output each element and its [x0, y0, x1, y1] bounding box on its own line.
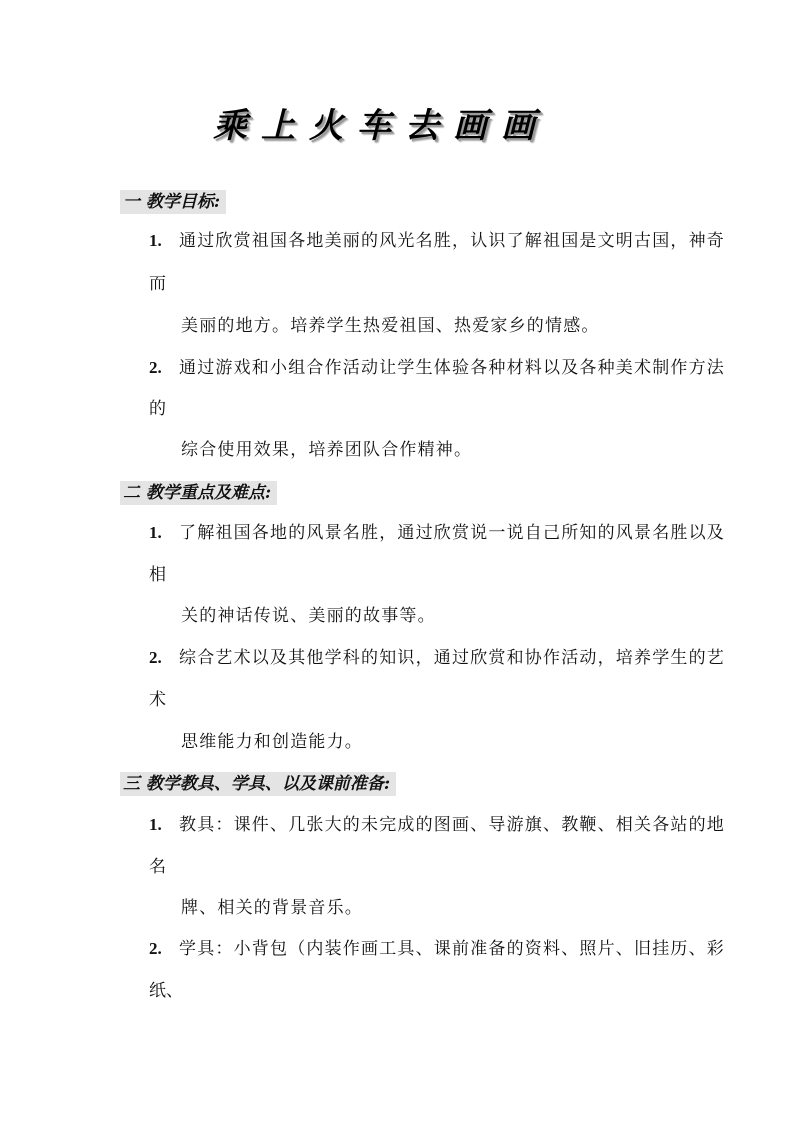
list-item-number: 1. [149, 815, 162, 834]
list-item-text: 通过游戏和小组合作活动让学生体验各种材料以及各种美术制作方法 [179, 358, 725, 378]
list-item-continuation: 牌、相关的背景音乐。 [181, 898, 363, 918]
section-heading-materials: 三 教学教具、学具、以及课前准备: [120, 772, 396, 796]
list-item-wrap: 而 [149, 274, 166, 294]
list-item-number: 2. [149, 939, 162, 958]
list-item-line [149, 356, 725, 380]
list-item-continuation: 关的神话传说、美丽的故事等。 [181, 606, 436, 626]
list-item-line [149, 813, 725, 837]
list-item-number: 1. [149, 231, 162, 250]
section-heading-key-points: 二 教学重点及难点: [120, 481, 277, 505]
list-item-line [149, 229, 725, 253]
list-item-number: 1. [149, 523, 162, 542]
list-item-line [149, 521, 725, 545]
list-item-line [149, 646, 725, 670]
list-item-wrap: 纸、 [149, 981, 183, 1001]
list-item-continuation: 综合使用效果，培养团队合作精神。 [181, 440, 473, 460]
list-item-text: 学具：小背包（内装作画工具、课前准备的资料、照片、旧挂历、彩 [179, 939, 725, 959]
list-item-number: 2. [149, 648, 162, 667]
list-item-continuation: 美丽的地方。培养学生热爱祖国、热爱家乡的情感。 [181, 316, 600, 336]
list-item-wrap: 术 [149, 690, 166, 710]
list-item-number: 2. [149, 358, 162, 377]
document-title: 乘上火车去画画 [213, 106, 549, 146]
list-item-text: 了解祖国各地的风景名胜，通过欣赏说一说自己所知的风景名胜以及 [179, 523, 725, 543]
list-item-text: 通过欣赏祖国各地美丽的风光名胜，认识了解祖国是文明古国，神奇 [179, 231, 725, 251]
list-item-wrap: 相 [149, 565, 166, 585]
list-item-wrap: 的 [149, 399, 166, 419]
list-item-continuation: 思维能力和创造能力。 [181, 732, 363, 752]
section-heading-objectives: 一 教学目标: [120, 190, 226, 214]
list-item-wrap: 名 [149, 857, 166, 877]
list-item-text: 教具：课件、几张大的未完成的图画、导游旗、教鞭、相关各站的地 [179, 815, 725, 835]
list-item-text: 综合艺术以及其他学科的知识，通过欣赏和协作活动，培养学生的艺 [179, 648, 725, 668]
list-item-line [149, 937, 725, 961]
